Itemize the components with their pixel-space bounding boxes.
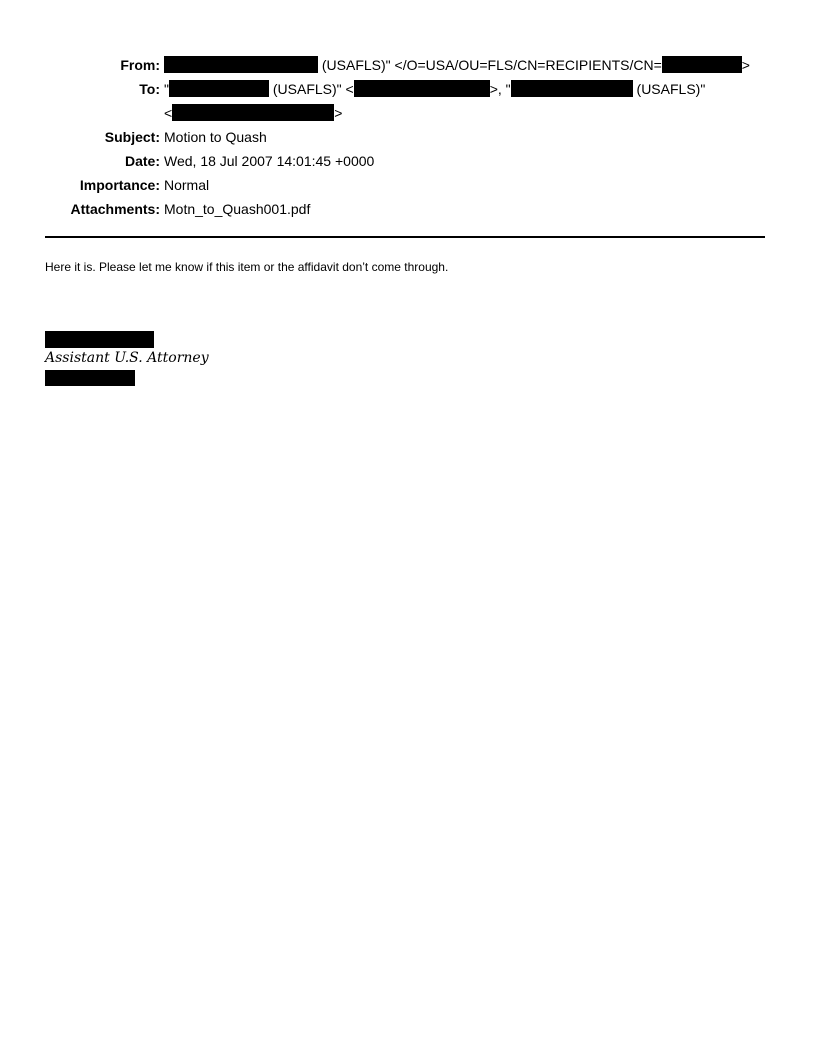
importance-row: [0, 173, 816, 197]
from-value: [164, 53, 750, 77]
from-label: From:: [120, 57, 160, 73]
redaction-block: [662, 56, 742, 73]
attachments-label: Attachments:: [70, 201, 160, 217]
to-segment-3: (USAFLS)": [636, 81, 706, 97]
subject-value: Motion to Quash: [164, 129, 267, 145]
to-segment-2: >, ": [489, 81, 511, 97]
signature-contact-redaction: [45, 370, 135, 386]
redaction-block: [172, 104, 334, 121]
signature-title: Assistant U.S. Attorney: [45, 350, 209, 366]
header-divider: [45, 236, 765, 238]
importance-label: Importance:: [79, 177, 160, 193]
from-row: [0, 53, 816, 77]
redaction-block: [354, 80, 490, 97]
redaction-block: [169, 80, 269, 97]
to-segment-1: (USAFLS)" <: [272, 81, 354, 97]
to-row-continued: [0, 101, 816, 125]
redaction-block: [164, 56, 318, 73]
to-line2-open: <: [164, 105, 173, 121]
to-row: [0, 77, 816, 101]
subject-row: [0, 125, 816, 149]
attachments-row: [0, 197, 816, 221]
email-header: [0, 53, 816, 221]
from-address-text: (USAFLS)" </O=USA/OU=FLS/CN=RECIPIENTS/CN=: [321, 57, 662, 73]
from-address-close: >: [741, 57, 750, 73]
to-line2-close: >: [334, 105, 343, 121]
redaction-block: [511, 80, 633, 97]
signature-name-redaction: [45, 331, 154, 348]
attachment-filename: Motn_to_Quash001.pdf: [164, 201, 311, 217]
to-open-quote: ": [164, 81, 169, 97]
date-label: Date:: [124, 153, 160, 169]
date-value: Wed, 18 Jul 2007 14:01:45 +0000: [164, 153, 375, 169]
importance-value: Normal: [164, 177, 210, 193]
date-row: [0, 149, 816, 173]
to-value: [164, 77, 705, 101]
to-label: To:: [139, 81, 160, 97]
subject-label: Subject:: [104, 129, 160, 145]
to-value-line2: [164, 101, 342, 125]
message-body: Here it is. Please let me know if this item or the affidavit don’t come through.: [45, 260, 449, 274]
